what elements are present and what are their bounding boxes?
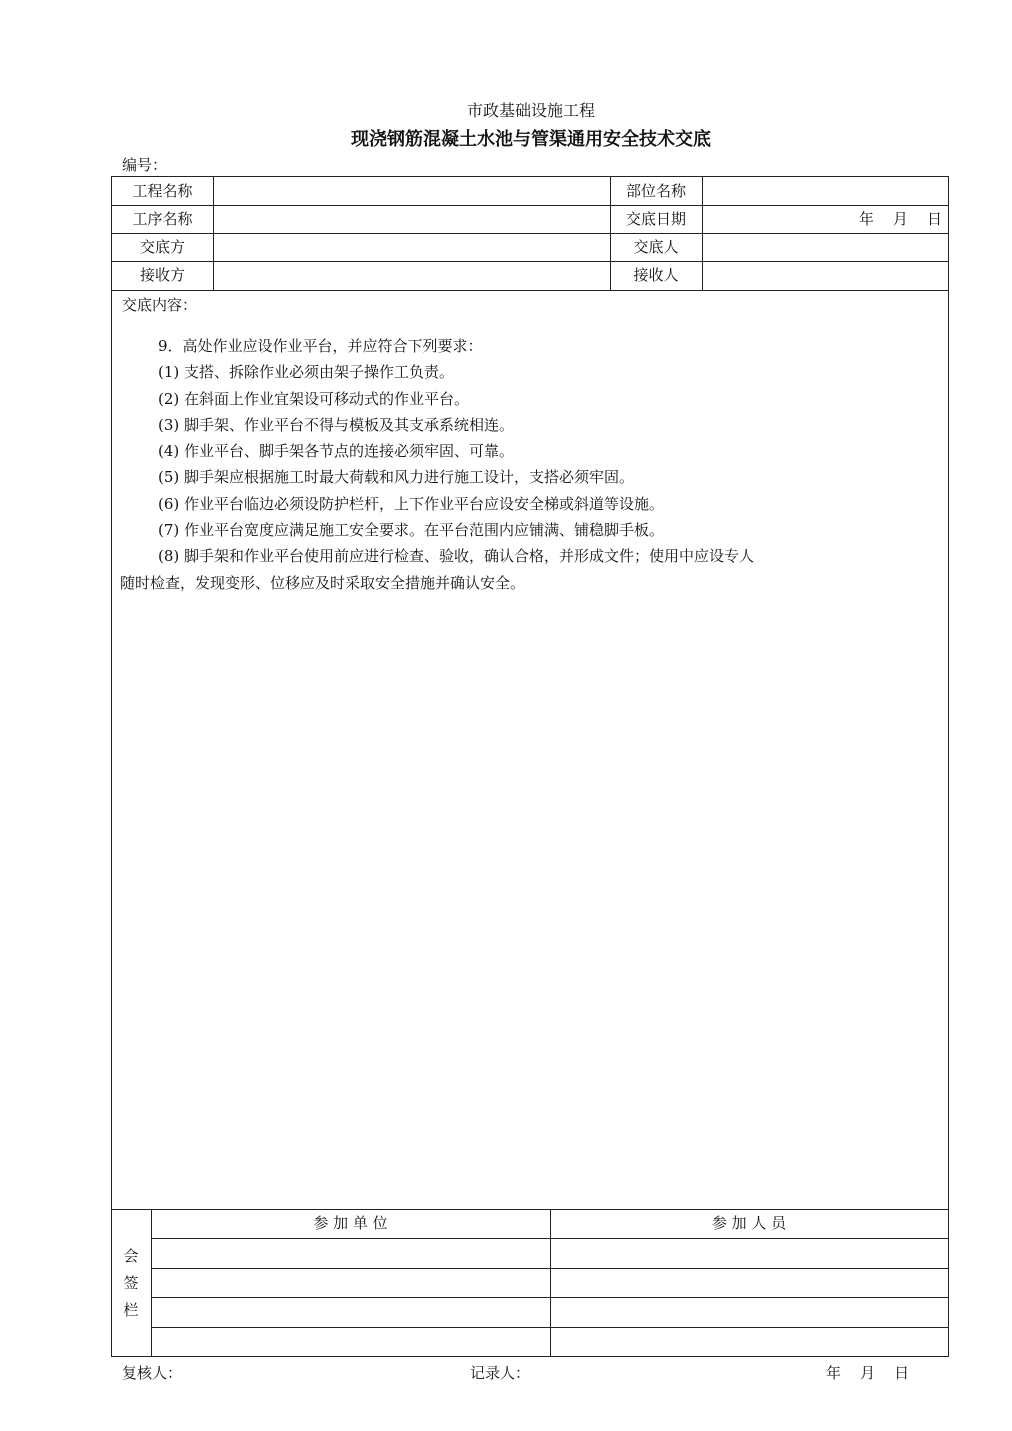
content-line: (6) 作业平台临边必须设防护栏杆，上下作业平台应设安全梯或斜道等设施。 (158, 494, 665, 513)
info-col-divider (702, 177, 703, 290)
sign-label-char: 签 (123, 1274, 139, 1292)
content-line: (4) 作业平台、脚手架各节点的连接必须牢固、可靠。 (158, 442, 515, 461)
content-label: 交底内容： (122, 296, 198, 314)
sign-row-divider (151, 1238, 948, 1239)
footer-date: 年 月 日 (826, 1364, 910, 1382)
content-line: (7) 作业平台宽度应满足施工安全要求。在平台范围内应铺满、铺稳脚手板。 (158, 521, 665, 540)
sign-row-divider (151, 1268, 948, 1269)
doc-number-label: 编号： (122, 156, 168, 174)
content-line: (3) 脚手架、作业平台不得与模板及其支承系统相连。 (158, 415, 515, 434)
content-body (122, 333, 882, 596)
content-line: (5) 脚手架应根据施工时最大荷载和风力进行施工设计，支搭必须牢固。 (158, 468, 635, 487)
sign-column-label (111, 1243, 151, 1324)
process-name-label: 工序名称 (132, 210, 193, 228)
content-line: (1) 支搭、拆除作业必须由架子操作工负责。 (158, 363, 455, 382)
document-title: 现浇钢筋混凝土水池与管渠通用安全技术交底 (351, 129, 711, 150)
document-subtitle: 市政基础设施工程 (466, 101, 595, 120)
content-line-continuation: 随时检查，发现变形、位移应及时采取安全措施并确认安全。 (120, 573, 526, 592)
participating-people-header: 参 加 人 员 (711, 1214, 787, 1232)
info-row-divider (112, 261, 948, 262)
participating-unit-header: 参 加 单 位 (313, 1214, 388, 1232)
content-line: (8) 脚手架和作业平台使用前应进行检查、验收，确认合格，并形成文件；使用中应设专人 (158, 547, 755, 566)
handover-person-label: 交底人 (633, 238, 679, 256)
sign-row-divider (151, 1297, 948, 1298)
reviewer-label: 复核人： (122, 1364, 183, 1382)
info-row-divider (112, 233, 948, 234)
info-col-divider (213, 177, 214, 290)
receiver-label: 接收人 (633, 266, 679, 284)
content-line: (2) 在斜面上作业宜架设可移动式的作业平台。 (158, 389, 470, 408)
handover-party-label: 交底方 (139, 238, 185, 256)
sign-label-char: 会 (123, 1247, 139, 1265)
content-line: 9．高处作业应设作业平台，并应符合下列要求： (158, 337, 483, 355)
recorder-label: 记录人： (470, 1364, 531, 1382)
project-name-label: 工程名称 (132, 182, 193, 200)
receiving-party-label: 接收方 (139, 266, 185, 284)
handover-date-value: 年 月 日 (858, 210, 942, 228)
handover-date-label: 交底日期 (625, 210, 686, 228)
info-row-divider (112, 290, 948, 291)
sign-row-divider (151, 1327, 948, 1328)
part-name-label: 部位名称 (625, 182, 686, 200)
sign-label-char: 栏 (123, 1301, 139, 1319)
